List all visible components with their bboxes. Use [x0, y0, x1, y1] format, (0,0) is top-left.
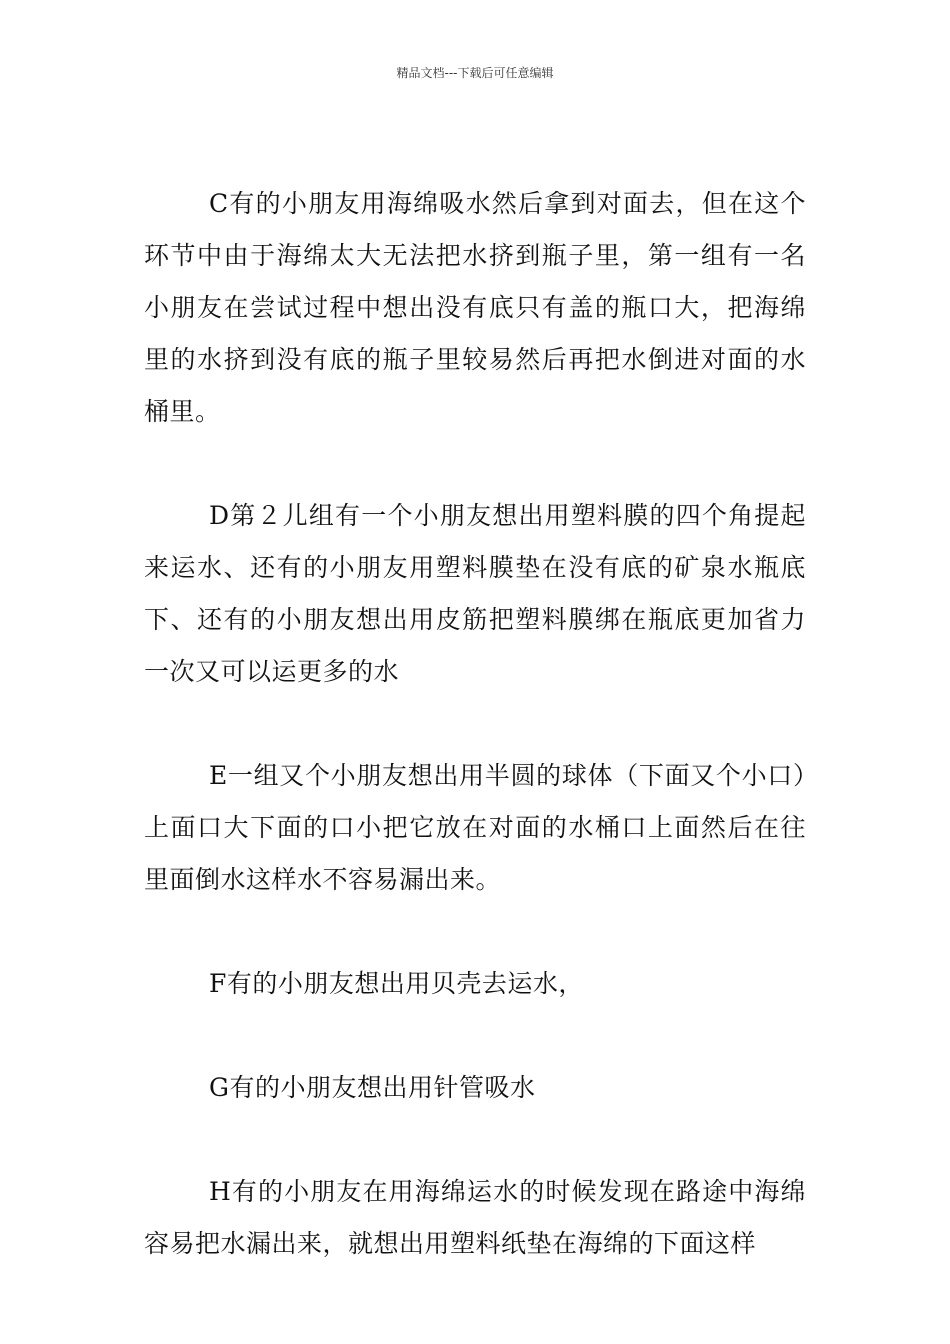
paragraph-c: C有的小朋友用海绵吸水然后拿到对面去，但在这个环节中由于海绵太大无法把水挤到瓶子里，第一组有一名小朋友在尝试过程中想出没有底只有盖的瓶口大，把海绵里的水挤到没有底的瓶子里较易然后再把水倒进对面的水桶里。	[144, 189, 806, 426]
paragraph-gap	[144, 438, 806, 490]
paragraph-f: F有的小朋友想出用贝壳去运水，	[209, 969, 584, 998]
paragraph-gap	[144, 906, 806, 958]
paragraph-g: G有的小朋友想出用针管吸水	[209, 1073, 536, 1102]
paragraph-e: E一组又个小朋友想出用半圆的球体（下面又个小口）上面口大下面的口小把它放在对面的水桶口上面然后在往里面倒水这样水不容易漏出来。	[144, 761, 806, 894]
document-body	[144, 178, 806, 1270]
paragraph-gap	[144, 1010, 806, 1062]
paragraph-d: D第２儿组有一个小朋友想出用塑料膜的四个角提起来运水、还有的小朋友用塑料膜垫在没有底的矿泉水瓶底下、还有的小朋友想出用皮筋把塑料膜绑在瓶底更加省力一次又可以运更多的水	[144, 501, 806, 686]
paragraph-h: H有的小朋友在用海绵运水的时候发现在路途中海绵容易把水漏出来，就想出用塑料纸垫在海绵的下面这样	[144, 1177, 806, 1258]
paragraph-gap	[144, 698, 806, 750]
paragraph-gap	[144, 1114, 806, 1166]
page-header: 精品文档---下载后可任意编辑	[396, 66, 554, 80]
